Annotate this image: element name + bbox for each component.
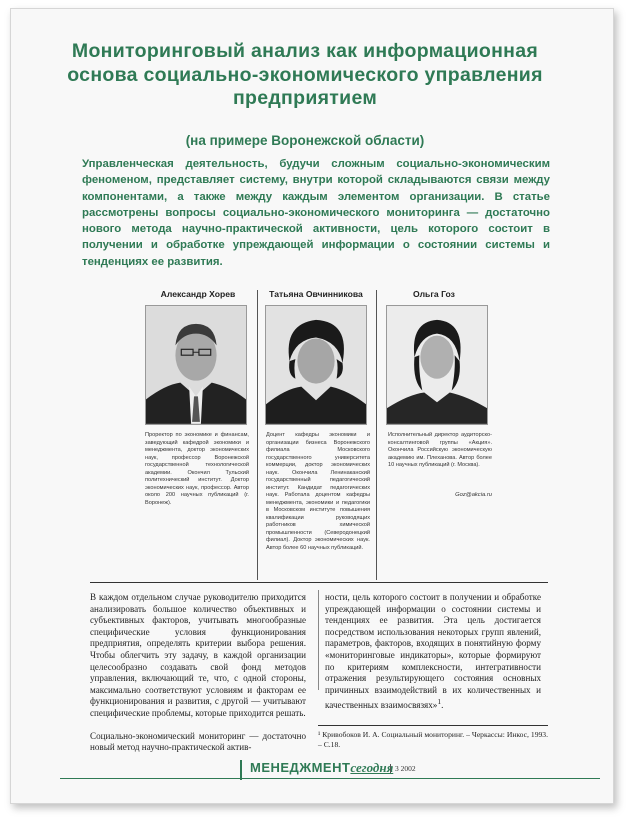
body-paragraph-2: Социально-экономический мониторинг — достаточно новый метод научно-практической актив- [90, 730, 306, 753]
author-bio-2: Доцент кафедры экономики и организации бизнеса Воронежского филиала Московского государственного университета коммерции, доктор экономических наук. Окончила Ленинаканский государственный педагогический институт. Кандидат педагогических наук. Работала доцентом кафедры менеджмента, экономики и педагогики в Московском институте повышения квалификации руководящих работников химической промышленности (Северодонецкий филиал). Доктор экономических наук. Автор более 60 научных публикаций. [266, 432, 370, 551]
author-bio-1: Проректор по экономике и финансам, заведующий кафедрой экономики и менеджмента, доктор экономических наук, профессор Воронежской государственной технологической академии. Окончил Тульский политехнический институт. Доктор экономических наук, профессор. Автор около 200 научных публикаций (г. Воронеж). [145, 432, 249, 506]
body-paragraph-3: ности, цель которого состоит в получении и обработке упреждающей информации о состоянии системы и тенденциях ее развития. Эта цель достигается посредством использования некоторых групп явлений, параметров, факторов, входящих в понятийную форму «мониторинговые индикаторы», которые формируют по критериям комплексности, интегративности отражения результирующего состояния основных причинных взаимодействий в их количественных и качественных взаимосвязях» [325, 592, 541, 711]
author-name-1: Александр Хорев [160, 289, 236, 299]
article-title: Мониторинговый анализ как информационная основа социально-экономического управления предприятием [67, 40, 543, 109]
column-divider-1 [257, 290, 258, 580]
article-lead: Управленческая деятельность, будучи сложным социально-экономическим феноменом, представляет систему, внутри которой складываются связи между компонентами, а также между каждым элементом организации. В статье рассмотрены вопросы социально-экономического мониторинга — достаточно нового метода научно-практической активности, цель которого состоит в получении и обработке упреждающей информации о состоянии системы и тенденциях ее развития. [82, 158, 550, 268]
body-column-divider [318, 590, 319, 690]
author-photo-3 [386, 305, 488, 425]
author-photo-1 [145, 305, 247, 425]
column-divider-2 [376, 290, 377, 580]
author-name-2: Татьяна Овчинникова [269, 289, 363, 299]
footer-line [60, 778, 600, 779]
footnote: ¹ Кривобоков И. А. Социальный мониторинг. – Черкассы: Инкос, 1993. – С.18. [318, 730, 548, 749]
magazine-footer [240, 760, 393, 780]
author-photo-2 [265, 305, 367, 425]
body-paragraph-1: В каждом отдельном случае руководителю приходится анализировать большое количество объективных и субъективных факторов, учитывать многообразные специфические условия функционирования предприятия, определять критерии выбора решения. Чтобы облегчить эту задачу, в каждой организации целесообразно создавать свой фонд методов управления, включающий те, что, с одной стороны, максимально соответствуют условиям и факторам ее функционирования и развития, с другой — учитывают специфические проблемы, которые приходится решать. [90, 592, 306, 718]
footnote-ref[interactable]: 1 [437, 697, 442, 707]
body-paragraph-3-end: . [441, 700, 444, 711]
footnote-rule [318, 725, 548, 726]
magazine-brand: МЕНЕДЖМЕНТ [250, 760, 351, 775]
author-email-3[interactable]: Goz@akcia.ru [455, 492, 492, 498]
author-bio-3: Исполнительный директор аудиторско-консалтинговой группы «Акция». Окончила Российскую экономическую академию им. Плеханова. Автор более 10 научных публикаций (г. Москва). [388, 432, 492, 468]
magazine-brand-suffix: сегодня [350, 760, 394, 775]
body-column-right [325, 592, 541, 723]
section-rule [90, 582, 548, 583]
issue-number: 3 2002 [390, 764, 416, 773]
author-name-3: Ольга Гоз [413, 289, 455, 299]
article-subtitle: (на примере Воронежской области) [185, 133, 425, 148]
body-column-left [90, 592, 306, 765]
